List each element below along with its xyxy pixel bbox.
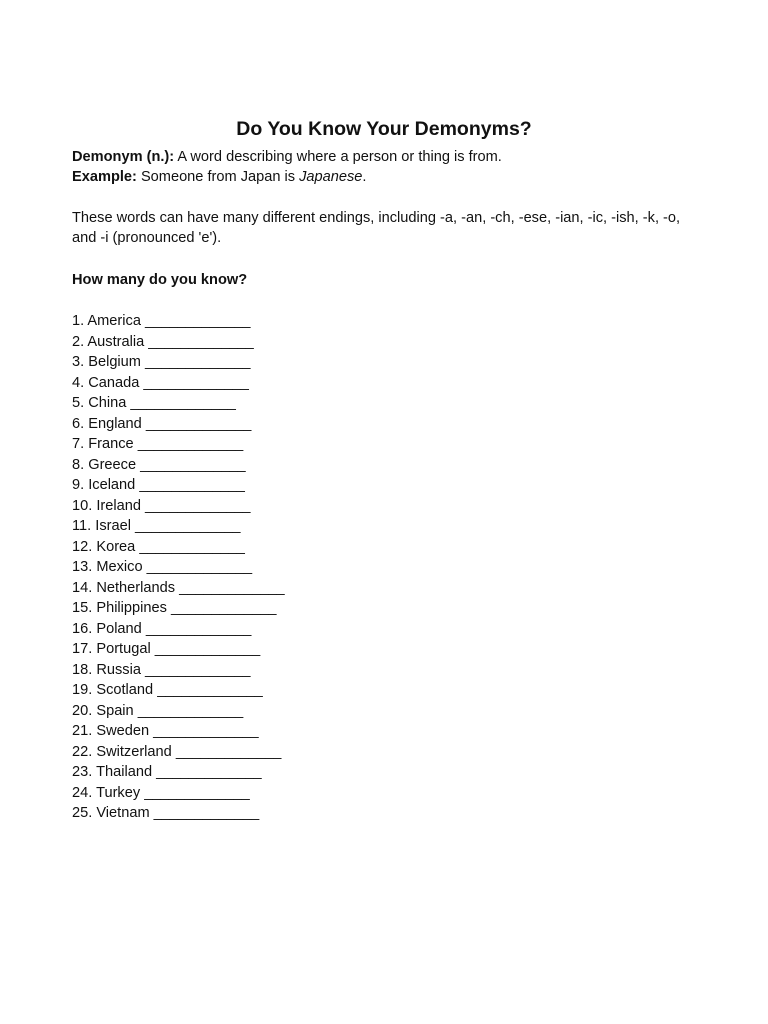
question-heading: How many do you know? — [72, 272, 248, 288]
country-list — [72, 311, 698, 824]
list-item: 19. Scotland _____________ — [72, 682, 263, 698]
example-text: Someone from Japan is — [136, 169, 300, 186]
list-item: 17. Portugal _____________ — [72, 641, 261, 657]
example-label: Example: — [72, 169, 137, 186]
list-item: 13. Mexico _____________ — [72, 559, 253, 575]
list-item: 10. Ireland _____________ — [72, 497, 251, 514]
list-item: 12. Korea _____________ — [72, 538, 245, 555]
list-item: 25. Vietnam _____________ — [72, 805, 260, 821]
example-line — [72, 167, 698, 187]
list-item: 9. Iceland _____________ — [72, 477, 245, 493]
definition-term-text: A word describing where a person or thing is from. — [174, 149, 502, 165]
list-item: 2. Australia _____________ — [72, 333, 254, 350]
list-item: 24. Turkey _____________ — [72, 784, 250, 801]
page-title: Do You Know Your Demonyms? — [236, 118, 532, 140]
definition-term-label: Demonym (n.): — [72, 149, 175, 165]
definition-line — [72, 147, 698, 167]
definition-block — [72, 147, 698, 188]
list-item: 20. Spain _____________ — [72, 702, 244, 719]
example-word: Japanese — [299, 169, 363, 186]
list-item: 23. Thailand _____________ — [72, 764, 262, 780]
list-item: 4. Canada _____________ — [72, 374, 249, 391]
list-item: 3. Belgium _____________ — [72, 354, 251, 370]
list-item: 11. Israel _____________ — [72, 518, 241, 534]
example-end: . — [362, 169, 367, 186]
list-item: 15. Philippines _____________ — [72, 600, 277, 616]
list-item: 1. America _____________ — [72, 313, 251, 329]
list-item: 22. Switzerland _____________ — [72, 743, 282, 760]
intro-paragraph: These words can have many different endings, including -a, -an, -ch, -ese, -ian, -ic, -ish, -k, -o, and -i (pronounced 'e'). — [72, 210, 681, 247]
list-item: 18. Russia _____________ — [72, 661, 251, 678]
list-item: 14. Netherlands _____________ — [72, 579, 285, 596]
list-item: 7. France _____________ — [72, 436, 244, 452]
list-item: 21. Sweden _____________ — [72, 723, 259, 739]
list-item: 16. Poland _____________ — [72, 620, 252, 637]
list-item: 6. England _____________ — [72, 415, 252, 432]
list-item: 5. China _____________ — [72, 395, 236, 411]
list-item: 8. Greece _____________ — [72, 456, 246, 473]
